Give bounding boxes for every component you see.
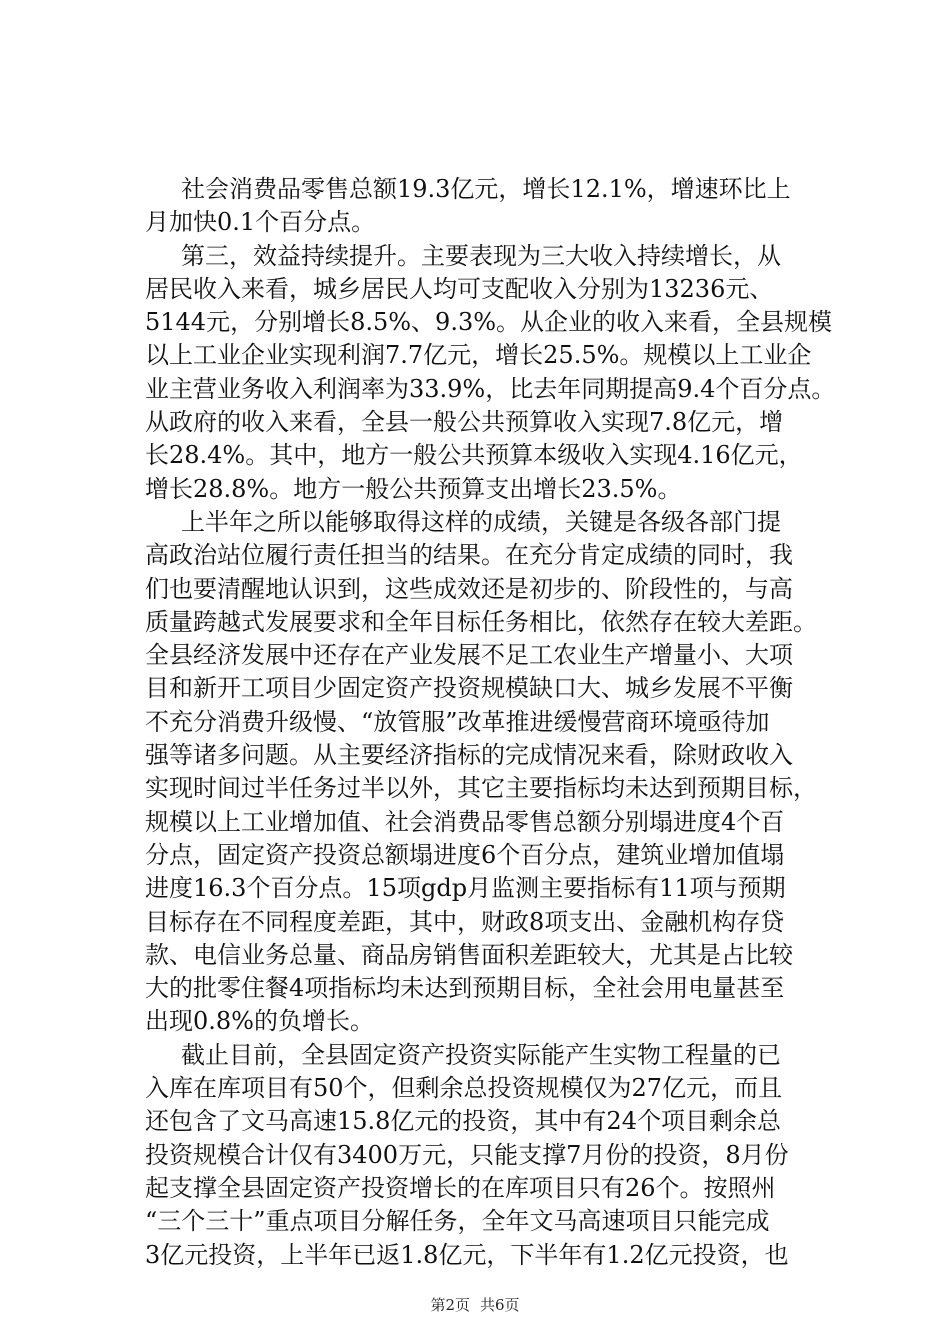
page-footer [0,1294,950,1315]
text-line: 起支撑全县固定资产投资增长的在库项目只有26个。按照州 [145,1173,776,1202]
text-line: “三个三十”重点项目分解任务，全年文马高速项目只能完成 [145,1207,770,1236]
text-line: 强等诸多问题。从主要经济指标的完成情况来看，除财政收入 [145,741,793,770]
text-line: 月加快0.1个百分点。 [145,208,376,237]
text-line: 居民收入来看，城乡居民人均可支配收入分别为13236元、 [145,274,774,303]
text-line: 款、电信业务总量、商品房销售面积差距较大，尤其是占比较 [145,940,793,969]
text-line: 分点，固定资产投资总额塌进度6个百分点，建筑业增加值塌 [145,840,785,869]
text-line: 进度16.3个百分点。15项gdp月监测主要指标有11项与预期 [145,874,786,903]
text-line: 还包含了文马高速15.8亿元的投资，其中有24个项目剩余总 [145,1107,781,1136]
text-line: 上半年之所以能够取得这样的成绩，关键是各级各部门提 [181,507,781,536]
text-line: 业主营业务收入利润率为33.9%，比去年同期提高9.4个百分点。 [145,374,836,403]
text-line: 以上工业企业实现利润7.7亿元，增长25.5%。规模以上工业企 [145,341,812,370]
text-line: 实现时间过半任务过半以外，其它主要指标均未达到预期目标， [145,774,817,803]
text-line: 长28.4%。其中，地方一般公共预算本级收入实现4.16亿元， [145,441,803,470]
text-line: 全县经济发展中还存在产业发展不足工农业生产增量小、大项 [145,641,793,670]
text-line: 们也要清醒地认识到，这些成效还是初步的、阶段性的，与高 [145,574,793,603]
text-line: 投资规模合计仅有3400万元，只能支撑7月份的投资，8月份 [145,1140,789,1169]
text-line: 目标存在不同程度差距，其中，财政8项支出、金融机构存贷 [145,907,785,936]
text-line: 不充分消费升级慢、“放管服”改革推进缓慢营商环境亟待加 [145,707,770,736]
text-line: 截止目前，全县固定资产投资实际能产生实物工程量的已 [181,1040,781,1069]
text-line: 目和新开工项目少固定资产投资规模缺口大、城乡发展不平衡 [145,674,793,703]
body-text [145,173,835,1272]
text-line: 从政府的收入来看，全县一般公共预算收入实现7.8亿元，增 [145,408,784,437]
text-line: 大的批零住餐4项指标均未达到预期目标，全社会用电量甚至 [145,974,785,1003]
text-line: 入库在库项目有50个，但剩余总投资规模仅为27亿元，而且 [145,1074,783,1103]
text-line: 规模以上工业增加值、社会消费品零售总额分别塌进度4个百 [145,807,785,836]
text-line: 社会消费品零售总额19.3亿元，增长12.1%，增速环比上 [181,175,791,203]
text-line: 出现0.8%的负增长。 [145,1007,374,1036]
page-total: 共6页 [480,1296,520,1314]
text-line: 5144元，分别增长8.5%、9.3%。从企业的收入来看，全县规模 [145,308,833,337]
text-line: 高政治站位履行责任担当的结果。在充分肯定成绩的同时，我 [145,541,793,570]
page-number: 第2页 [430,1296,470,1314]
text-line: 第三，效益持续提升。主要表现为三大收入持续增长，从 [181,241,781,270]
text-line: 3亿元投资，上半年已返1.8亿元，下半年有1.2亿元投资，也 [145,1240,789,1269]
text-line: 质量跨越式发展要求和全年目标任务相比，依然存在较大差距。 [145,607,817,636]
text-line: 增长28.8%。地方一般公共预算支出增长23.5%。 [145,474,682,503]
